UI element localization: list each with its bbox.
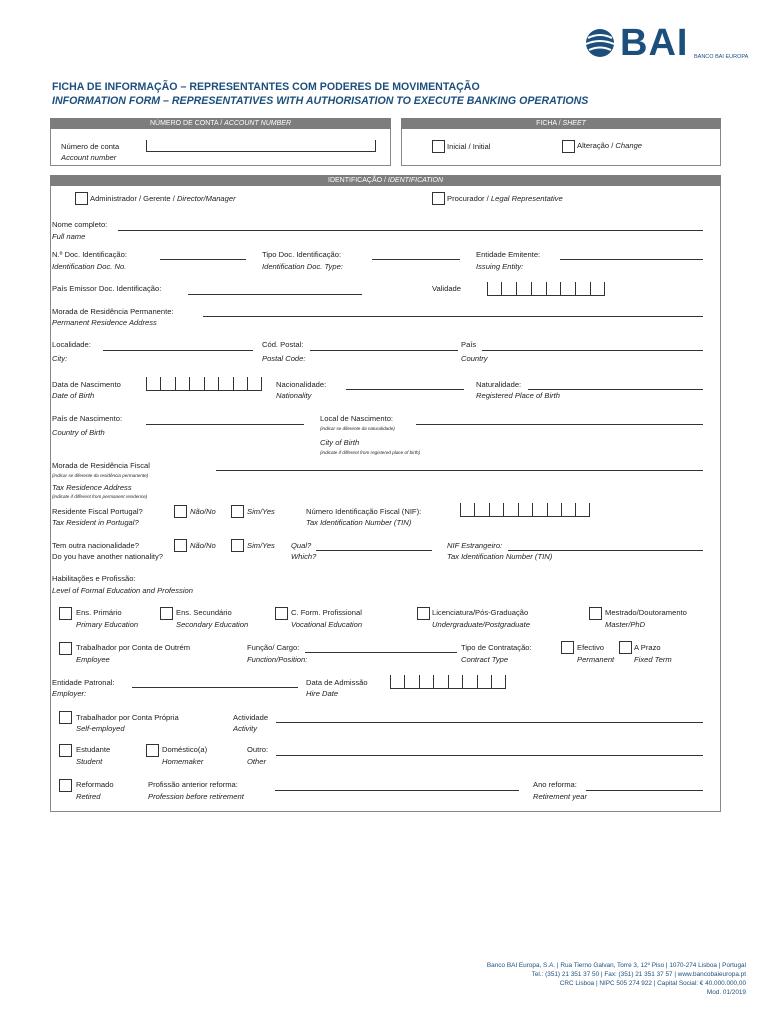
ret-year-label-pt: Ano reforma:: [533, 780, 577, 789]
tick: [505, 675, 506, 688]
edu-undergrad-pt: Licenciatura/Pós-Graduação: [432, 608, 529, 617]
admin-label-en: Director/Manager: [176, 194, 236, 203]
self-employed-en: Self-employed: [76, 724, 125, 733]
account-bar: [50, 118, 391, 129]
employer-field[interactable]: [132, 687, 298, 688]
other-nat-label-en: Do you have another nationality?: [52, 552, 164, 561]
sheet-change-checkbox[interactable]: [562, 140, 575, 153]
tick: [589, 503, 590, 516]
which-label-pt: Qual?: [291, 541, 312, 550]
birth-date-field[interactable]: [146, 377, 262, 391]
sheet-change-en: Change: [615, 141, 643, 150]
employer-label-en: Employer:: [52, 689, 87, 698]
tick: [575, 503, 576, 516]
hire-label-en: Hire Date: [306, 689, 339, 698]
sheet-bar-en: SHEET: [562, 120, 586, 127]
birth-place-note-pt: (indicar se diferente da naturalidade): [320, 426, 395, 431]
issuer-label-pt: Entidade Emitente:: [476, 250, 541, 259]
admin-label: [90, 194, 236, 204]
tax-address-note-en: (indicate if different from permanent residence): [52, 494, 148, 499]
country-label-en: Country: [461, 354, 488, 363]
nationality-field[interactable]: [346, 389, 464, 390]
self-employed-pt: Trabalhador por Conta Própria: [76, 713, 179, 722]
edu-secondary-pt: Ens. Secundário: [176, 608, 232, 617]
account-bar-pt: NÚMERO DE CONTA /: [149, 120, 225, 127]
position-label-pt: Função/ Cargo:: [247, 643, 300, 652]
nif-label-en: Tax Identification Number (TIN): [306, 518, 412, 527]
contract-label-pt: Tipo de Contratação:: [461, 643, 532, 652]
tick: [516, 282, 517, 295]
tax-address-field[interactable]: [216, 470, 703, 471]
employee-en: Employee: [76, 655, 110, 664]
edu-undergrad-checkbox[interactable]: [417, 607, 430, 620]
account-number-field[interactable]: [146, 140, 376, 152]
permanent-checkbox[interactable]: [561, 641, 574, 654]
sheet-bar: [401, 118, 721, 129]
doc-id-field[interactable]: [160, 259, 246, 260]
tick: [590, 282, 591, 295]
legal-rep-label: [447, 194, 563, 204]
tax-resident-no-label: Não/No: [190, 507, 216, 516]
permanent-label-en: Permanent: [577, 655, 615, 664]
birth-place-note-en: (indicate if different from registered place of birth): [320, 450, 421, 455]
bai-logo-icon: [580, 28, 622, 58]
edu-primary-en: Primary Education: [76, 620, 139, 629]
doc-type-field[interactable]: [372, 259, 460, 260]
address-label-pt: Morada de Residência Permanente:: [52, 307, 174, 316]
doc-id-label-pt: N.º Doc. Identificação:: [52, 250, 127, 259]
postal-label-pt: Cód. Postal:: [262, 340, 304, 349]
tick: [204, 377, 205, 390]
other-field[interactable]: [276, 755, 703, 756]
birth-country-label-en: Country of Birth: [52, 428, 105, 437]
tick: [419, 675, 420, 688]
full-name-label-pt: Nome completo:: [52, 220, 108, 229]
fixed-term-label-pt: A Prazo: [634, 643, 661, 652]
nationality-label-pt: Nacionalidade:: [276, 380, 327, 389]
ident-bar-pt: IDENTIFICAÇÃO /: [328, 177, 388, 184]
tick: [233, 377, 234, 390]
address-field[interactable]: [203, 316, 703, 317]
ret-year-field[interactable]: [586, 790, 703, 791]
position-field[interactable]: [305, 652, 457, 653]
other-label-en: Other: [247, 757, 266, 766]
doc-type-label-en: Identification Doc. Type:: [262, 262, 343, 271]
tick: [474, 503, 475, 516]
foreign-nif-field[interactable]: [508, 550, 703, 551]
validity-date-field[interactable]: [487, 282, 605, 296]
tick: [404, 675, 405, 688]
prev-prof-label-pt: Profissão anterior reforma:: [148, 780, 238, 789]
homemaker-pt: Doméstico(a): [162, 745, 208, 754]
permanent-label-pt: Efectivo: [577, 643, 605, 652]
country-field[interactable]: [482, 350, 703, 351]
homemaker-en: Homemaker: [162, 757, 204, 766]
legal-rep-checkbox[interactable]: [432, 192, 445, 205]
tick: [503, 503, 504, 516]
footer-line-3: CRC Lisboa | NIPC 505 274 922 | Capital Social: € 40.000.000,00: [559, 980, 746, 987]
nif-field[interactable]: [460, 503, 590, 517]
postal-field[interactable]: [310, 350, 458, 351]
birth-place-label-pt: Local de Nascimento:: [320, 414, 394, 423]
issuer-label-en: Issuing Entity:: [476, 262, 524, 271]
tax-resident-yes-checkbox[interactable]: [231, 505, 244, 518]
edu-secondary-checkbox[interactable]: [160, 607, 173, 620]
tick: [489, 503, 490, 516]
position-label-en: Function/Position:: [247, 655, 308, 664]
fixed-term-checkbox[interactable]: [619, 641, 632, 654]
contract-label-en: Contract Type: [461, 655, 509, 664]
edu-vocational-checkbox[interactable]: [275, 607, 288, 620]
ident-bar-en: IDENTIFICATION: [387, 177, 443, 184]
tick: [561, 503, 562, 516]
ret-year-label-en: Retirement year: [533, 792, 588, 801]
admin-label-pt: Administrador / Gerente /: [90, 194, 177, 203]
logo: [580, 22, 750, 64]
homemaker-checkbox[interactable]: [146, 744, 159, 757]
legal-rep-label-pt: Procurador /: [447, 194, 491, 203]
tick: [604, 282, 605, 295]
foreign-nif-label-en: Tax Identification Number (TIN): [447, 552, 553, 561]
doc-type-label-pt: Tipo Doc. Identificação:: [262, 250, 342, 259]
full-name-label-en: Full name: [52, 232, 86, 241]
hire-date-field[interactable]: [390, 675, 506, 689]
birth-date-label-pt: Data de Nascimento: [52, 380, 121, 389]
student-en: Student: [76, 757, 103, 766]
tick: [531, 282, 532, 295]
tick: [433, 675, 434, 688]
prev-prof-label-en: Profession before retirement: [148, 792, 244, 801]
logo-subtitle: BANCO BAI EUROPA: [694, 54, 749, 60]
validity-label: Validade: [432, 284, 461, 293]
account-label-pt: Número de conta: [61, 142, 120, 151]
edu-master-en: Master/PhD: [605, 620, 646, 629]
issuing-country-field[interactable]: [188, 294, 362, 295]
doc-id-label-en: Identification Doc. No.: [52, 262, 127, 271]
birth-country-label-pt: País de Nascimento:: [52, 414, 123, 423]
education-label-pt: Habilitações e Profissão:: [52, 574, 136, 583]
full-name-field[interactable]: [118, 230, 703, 231]
tick: [462, 675, 463, 688]
account-label-en: Account number: [61, 153, 117, 162]
hire-label-pt: Data de Admissão: [306, 678, 368, 687]
tick: [247, 377, 248, 390]
tick: [218, 377, 219, 390]
tick: [560, 282, 561, 295]
tax-resident-label-en: Tax Resident in Portugal?: [52, 518, 139, 527]
other-nat-label-pt: Tem outra nacionalidade?: [52, 541, 139, 550]
sheet-bar-pt: FICHA /: [536, 120, 563, 127]
sheet-change-label: [577, 141, 642, 151]
footer-line-2: Tel.: (351) 21 351 37 50 | Fax: (351) 21 351 37 57 | www.bancobaieuropa.pt: [531, 971, 746, 978]
birth-country-field[interactable]: [146, 424, 304, 425]
postal-label-en: Postal Code:: [262, 354, 306, 363]
retired-en: Retired: [76, 792, 101, 801]
sheet-initial-checkbox[interactable]: [432, 140, 445, 153]
foreign-nif-label-pt: NIF Estrangeiro:: [447, 541, 503, 550]
country-label-pt: País: [461, 340, 477, 349]
city-field[interactable]: [103, 350, 253, 351]
tax-resident-label-pt: Residente Fiscal Portugal?: [52, 507, 143, 516]
nif-label-pt: Número Identificação Fiscal (NIF):: [306, 507, 422, 516]
naturality-field[interactable]: [528, 389, 703, 390]
edu-master-pt: Mestrado/Doutoramento: [605, 608, 687, 617]
other-nat-yes-checkbox[interactable]: [231, 539, 244, 552]
edu-secondary-en: Secondary Education: [176, 620, 249, 629]
retired-pt: Reformado: [76, 780, 114, 789]
edu-vocational-en: Vocational Education: [291, 620, 363, 629]
employee-pt: Trabalhador por Conta de Outrém: [76, 643, 191, 652]
naturality-label-pt: Naturalidade:: [476, 380, 522, 389]
tick: [546, 282, 547, 295]
issuing-country-label: País Emissor Doc. Identificação:: [52, 284, 162, 293]
tick: [501, 282, 502, 295]
edu-primary-pt: Ens. Primário: [76, 608, 122, 617]
birth-date-label-en: Date of Birth: [52, 391, 95, 400]
retired-checkbox[interactable]: [59, 779, 72, 792]
naturality-label-en: Registered Place of Birth: [476, 391, 560, 400]
tick: [518, 503, 519, 516]
edu-undergrad-en: Undergraduate/Postgraduate: [432, 620, 530, 629]
tax-address-label-en: Tax Residence Address: [52, 483, 132, 492]
tick: [575, 282, 576, 295]
identification-bar: [50, 175, 721, 186]
self-employed-checkbox[interactable]: [59, 711, 72, 724]
tick: [390, 675, 391, 688]
other-nat-no-checkbox[interactable]: [174, 539, 187, 552]
tick: [547, 503, 548, 516]
sheet-initial-label: Inicial / Initial: [447, 142, 491, 151]
tick: [477, 675, 478, 688]
form-title-en: INFORMATION FORM – REPRESENTATIVES WITH AUTHORISATION TO EXECUTE BANKING OPERATIONS: [52, 95, 589, 107]
prev-prof-field[interactable]: [275, 790, 519, 791]
activity-label-en: Activity: [233, 724, 258, 733]
fixed-term-label-en: Fixed Term: [634, 655, 672, 664]
employer-label-pt: Entidade Patronal:: [52, 678, 115, 687]
logo-brand: BAI: [620, 22, 689, 64]
tax-address-label-pt: Morada de Residência Fiscal: [52, 461, 150, 470]
tick: [189, 377, 190, 390]
city-label-pt: Localidade:: [52, 340, 91, 349]
tick: [160, 377, 161, 390]
nationality-label-en: Nationality: [276, 391, 312, 400]
admin-checkbox[interactable]: [75, 192, 88, 205]
tick: [146, 377, 147, 390]
tick: [491, 675, 492, 688]
which-field[interactable]: [316, 550, 432, 551]
tax-address-note-pt: (indicar se diferente da residência permanente): [52, 473, 149, 478]
sheet-change-pt: Alteração /: [577, 141, 616, 150]
birth-place-label-en: City of Birth: [320, 438, 360, 447]
tick: [487, 282, 488, 295]
tick: [261, 377, 262, 390]
city-label-en: City:: [52, 354, 68, 363]
tick: [532, 503, 533, 516]
employee-checkbox[interactable]: [59, 642, 72, 655]
other-nat-no-label: Não/No: [190, 541, 216, 550]
tick: [175, 377, 176, 390]
education-label-en: Level of Formal Education and Profession: [52, 586, 193, 595]
edu-vocational-pt: C. Form. Profissional: [291, 608, 362, 617]
account-bar-en: ACCOUNT NUMBER: [224, 120, 292, 127]
footer-line-1: Banco BAI Europa, S.A. | Rua Tierno Galvan, Torre 3, 12º Piso | 1070-274 Lisboa | Portugal: [486, 962, 746, 969]
issuer-field[interactable]: [560, 259, 703, 260]
activity-field[interactable]: [276, 722, 703, 723]
tick: [460, 503, 461, 516]
edu-primary-checkbox[interactable]: [59, 607, 72, 620]
tax-resident-yes-label: Sim/Yes: [247, 507, 275, 516]
student-pt: Estudante: [76, 745, 111, 754]
form-title-pt: FICHA DE INFORMAÇÃO – REPRESENTANTES COM PODERES DE MOVIMENTAÇÃO: [52, 81, 480, 93]
address-label-en: Permanent Residence Address: [52, 318, 157, 327]
legal-rep-label-en: Legal Representative: [490, 194, 563, 203]
edu-master-checkbox[interactable]: [589, 607, 602, 620]
footer-line-4: Mod. 01/2019: [706, 989, 746, 996]
activity-label-pt: Actividade: [233, 713, 269, 722]
other-label-pt: Outro:: [247, 745, 269, 754]
other-nat-yes-label: Sim/Yes: [247, 541, 275, 550]
tax-resident-no-checkbox[interactable]: [174, 505, 187, 518]
student-checkbox[interactable]: [59, 744, 72, 757]
tick: [448, 675, 449, 688]
birth-place-field[interactable]: [416, 424, 703, 425]
which-label-en: Which?: [291, 552, 317, 561]
